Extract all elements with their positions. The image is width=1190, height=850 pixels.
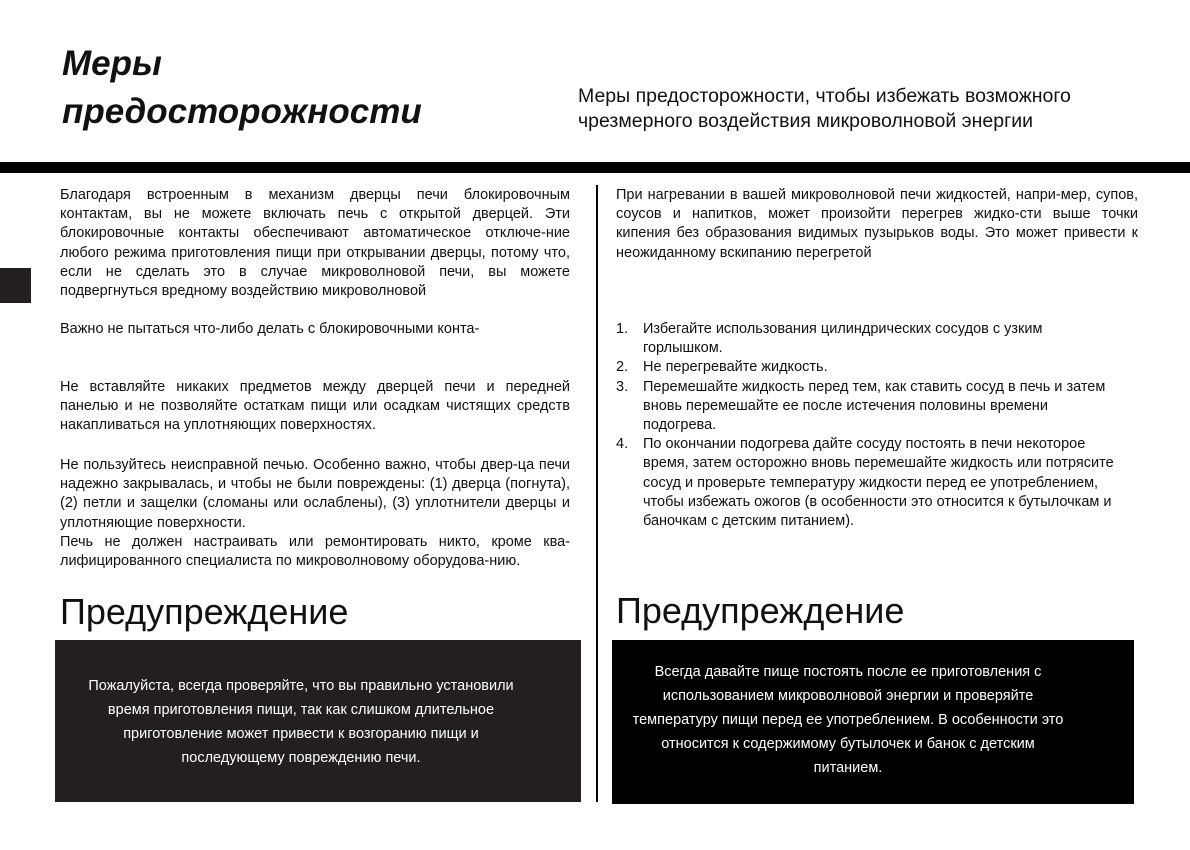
qualified-service-paragraph: Печь не должен настраивать или ремонтировать никто, кроме ква-лифицированного специалиста по микроволновому оборудова-нию. bbox=[60, 534, 570, 570]
list-item-number: 3. bbox=[616, 378, 629, 395]
warning-title-left: Предупреждение bbox=[60, 591, 349, 632]
section-tab-marker bbox=[0, 268, 31, 303]
warning-box-left bbox=[55, 640, 581, 802]
list-item-text: Избегайте использования цилиндрических сосудов с узким горлышком. bbox=[643, 321, 1043, 357]
superheating-paragraph: При нагревании в вашей микроволновой печи жидкостей, напри-мер, супов, соусов и напитков, может произойти перегрев жидко-сти выше точки кипения без образования видимых пузырьков воды. Это может привести к неожиданному вскипанию перегретой bbox=[616, 187, 1138, 261]
list-item-number: 2. bbox=[616, 359, 629, 376]
warning-text-right: Всегда давайте пище постоять после ее приготовления с использованием микроволновой энергии и проверяйте температуру пищи перед ее употреблением. В особенности это относится к содержимому бутылочек и банок с детским питанием. bbox=[632, 664, 1064, 776]
list-item-text: Перемешайте жидкость перед тем, как ставить сосуд в печь и затем вновь перемешайте ее после истечения половины времени подогрева. bbox=[643, 378, 1106, 434]
list-item-text: Не перегревайте жидкость. bbox=[643, 359, 828, 376]
damaged-oven-paragraph: Не пользуйтесь неисправной печью. Особенно важно, чтобы двер-ца печи надежно закрывалась, и чтобы не были повреждены: (1) дверца (погнута), (2) петли и защелки (сломаны или ослаблены), (3) уплотнители дверцы и уплотняющие поверхности. bbox=[60, 457, 570, 531]
page-title-line2: предосторожности bbox=[62, 92, 422, 131]
interlock-warning-paragraph: Важно не пытаться что-либо делать с блокировочными конта- bbox=[60, 321, 480, 337]
page-title bbox=[62, 40, 422, 136]
list-item bbox=[616, 358, 1116, 377]
door-interlock-paragraph: Благодаря встроенным в механизм дверцы печи блокировочным контактам, вы не можете включать печь с открытой дверцей. Эти блокировочные контакты обеспечивают автоматическое отключе-ние любого режима приготовления пищи при открывании дверцы, потому что, если не сделать это в случае микроволновой печи, вы можете подвергнуться вредному воздействию микроволновой bbox=[60, 187, 570, 300]
list-item bbox=[616, 435, 1116, 531]
list-item bbox=[616, 378, 1116, 436]
list-item-number: 4. bbox=[616, 436, 629, 453]
warning-title-right: Предупреждение bbox=[616, 590, 905, 631]
list-item-text: По окончании подогрева дайте сосуду постоять в печи некоторое время, затем осторожно вновь перемешайте жидкость или потрясите сосуд и проверьте температуру жидкости перед ее употреблением, чтобы избежать ожогов (в особенности это относится к бутылочкам и баночкам с детским питанием). bbox=[643, 436, 1114, 530]
warning-box-right bbox=[612, 640, 1134, 804]
list-item bbox=[616, 320, 1116, 358]
warning-text-left: Пожалуйста, всегда проверяйте, что вы правильно установили время приготовления пищи, так как слишком длительное приготовление может привести к возгоранию пищи и последующему повреждению печи. bbox=[88, 678, 514, 766]
no-objects-paragraph: Не вставляйте никаких предметов между дверцей печи и передней панелью и не позволяйте остаткам пищи или осадкам чистящих средств накапливаться на уплотняющих поверхностях. bbox=[60, 379, 570, 434]
column-divider bbox=[596, 185, 598, 802]
page-subtitle-line2: чрезмерного воздействия микроволновой энергии bbox=[578, 110, 1033, 132]
page-subtitle-line1: Меры предосторожности, чтобы избежать возможного bbox=[578, 85, 1071, 107]
list-item-number: 1. bbox=[616, 321, 629, 337]
page-subtitle bbox=[578, 84, 1071, 134]
page-title-line1: Меры bbox=[62, 44, 162, 83]
precaution-steps-list bbox=[616, 320, 1116, 531]
header-rule bbox=[0, 162, 1190, 173]
